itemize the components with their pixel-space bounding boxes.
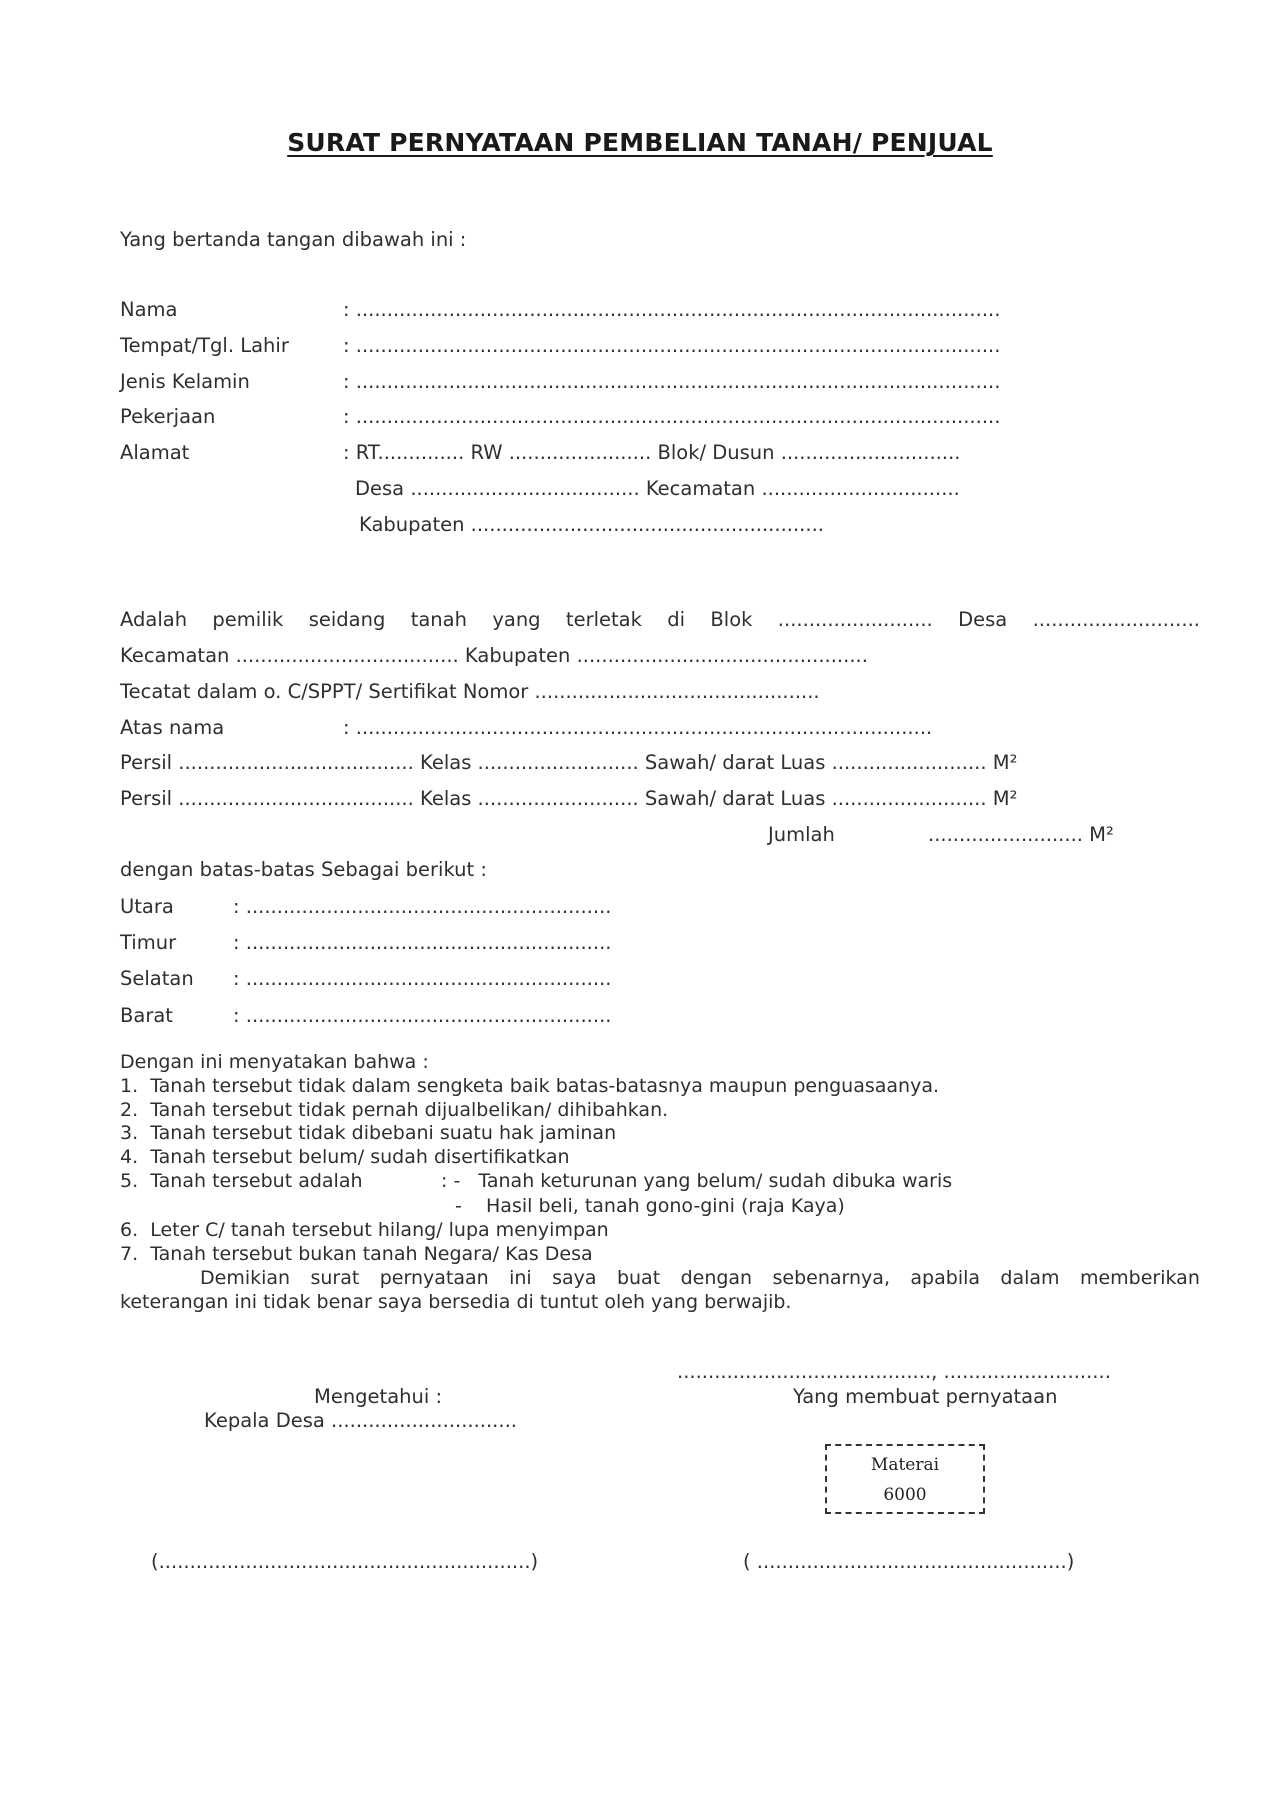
word: Blok bbox=[710, 608, 753, 631]
nama-label: Nama bbox=[120, 298, 178, 321]
selatan-label: Selatan bbox=[120, 967, 194, 990]
statement-item-6: 6. Leter C/ tanah tersebut hilang/ lupa menyimpan bbox=[120, 1219, 609, 1241]
closing-line-2: keterangan ini tidak benar saya bersedia di tuntut oleh yang berwajib. bbox=[120, 1291, 792, 1313]
kecamatan-kabupaten-line: Kecamatan .................................... Kabupaten ............................................... bbox=[120, 644, 868, 667]
statement-item-2: 2. Tanah tersebut tidak pernah dijualbelikan/ dihibahkan. bbox=[120, 1099, 669, 1121]
jumlah-field: ......................... M² bbox=[928, 823, 1114, 846]
statement-item-7: 7. Tanah tersebut bukan tanah Negara/ Kas Desa bbox=[120, 1243, 593, 1265]
utara-field: : ........................................................... bbox=[233, 895, 612, 918]
word: seidang bbox=[308, 608, 386, 631]
timur-label: Timur bbox=[120, 931, 177, 954]
word: dengan bbox=[680, 1267, 753, 1289]
word: Desa bbox=[958, 608, 1008, 631]
word: ......................... bbox=[777, 608, 933, 631]
atas-nama-field: : ............................................................................................. bbox=[343, 716, 933, 739]
statements-intro: Dengan ini menyatakan bahwa : bbox=[120, 1051, 429, 1073]
selatan-field: : ........................................................... bbox=[233, 967, 612, 990]
materai-value: 6000 bbox=[883, 1485, 927, 1505]
borders-intro: dengan batas-batas Sebagai berikut : bbox=[120, 858, 487, 881]
statement-item-3: 3. Tanah tersebut tidak dibebani suatu hak jaminan bbox=[120, 1122, 617, 1144]
alamat-label: Alamat bbox=[120, 441, 190, 464]
ttl-label: Tempat/Tgl. Lahir bbox=[120, 334, 289, 357]
word: Adalah bbox=[120, 608, 188, 631]
persil-line-1: Persil ...................................... Kelas .......................... Sawah/ darat Luas ......................... M² bbox=[120, 751, 1018, 774]
utara-label: Utara bbox=[120, 895, 174, 918]
word: buat bbox=[616, 1267, 661, 1289]
word: apabila bbox=[910, 1267, 981, 1289]
alamat-line-3: Kabupaten ......................................................... bbox=[359, 513, 824, 536]
statement-item-1: 1. Tanah tersebut tidak dalam sengketa baik batas-batasnya maupun penguasaanya. bbox=[120, 1075, 940, 1097]
jumlah-label: Jumlah bbox=[768, 823, 835, 846]
word: di bbox=[667, 608, 686, 631]
word: ........................... bbox=[1032, 608, 1200, 631]
barat-field: : ........................................................... bbox=[233, 1004, 612, 1027]
statement-item-4: 4. Tanah tersebut belum/ sudah disertifikatkan bbox=[120, 1146, 570, 1168]
pekerjaan-label: Pekerjaan bbox=[120, 405, 216, 428]
word: saya bbox=[552, 1267, 597, 1289]
word: memberikan bbox=[1079, 1267, 1200, 1289]
document-title: SURAT PERNYATAAN PEMBELIAN TANAH/ PENJUAL bbox=[287, 128, 993, 157]
materai-stamp bbox=[825, 1444, 985, 1514]
word: ini bbox=[509, 1267, 532, 1289]
persil-line-2: Persil ...................................... Kelas .......................... Sawah/ darat Luas ......................... M² bbox=[120, 787, 1018, 810]
word: yang bbox=[492, 608, 541, 631]
word: pemilik bbox=[212, 608, 284, 631]
pembuat-label: Yang membuat pernyataan bbox=[793, 1385, 1058, 1408]
word: Demikian bbox=[200, 1267, 291, 1289]
jenis-kelamin-label: Jenis Kelamin bbox=[120, 370, 250, 393]
word: sebenarnya, bbox=[772, 1267, 890, 1289]
statement-item-5-option-1: : - Tanah keturunan yang belum/ sudah dibuka waris bbox=[441, 1170, 953, 1192]
kepala-desa-field: Kepala Desa .............................. bbox=[204, 1409, 517, 1432]
timur-field: : ........................................................... bbox=[233, 931, 612, 954]
pekerjaan-field: : ........................................................................................................ bbox=[343, 405, 1001, 428]
ttl-field: : ........................................................................................................ bbox=[343, 334, 1001, 357]
word: pernyataan bbox=[379, 1267, 489, 1289]
place-date-field: ........................................., ........................... bbox=[677, 1360, 1111, 1383]
word: surat bbox=[310, 1267, 360, 1289]
closing-line-1 bbox=[200, 1266, 1200, 1290]
land-location-line bbox=[120, 608, 1200, 631]
signature-left: (............................................................) bbox=[151, 1550, 539, 1573]
jenis-kelamin-field: : ........................................................................................................ bbox=[343, 370, 1001, 393]
statement-item-5-option-2: - Hasil beli, tanah gono-gini (raja Kaya) bbox=[455, 1195, 845, 1217]
nama-field: : ........................................................................................................ bbox=[343, 298, 1001, 321]
materai-label: Materai bbox=[870, 1455, 940, 1475]
atas-nama-label: Atas nama bbox=[120, 716, 225, 739]
statement-item-5: 5. Tanah tersebut adalah bbox=[120, 1170, 363, 1192]
alamat-line-1: : RT.............. RW ....................... Blok/ Dusun ............................. bbox=[343, 441, 961, 464]
word: tanah bbox=[410, 608, 467, 631]
intro-text: Yang bertanda tangan dibawah ini : bbox=[120, 228, 467, 251]
barat-label: Barat bbox=[120, 1004, 173, 1027]
signature-right: ( ..................................................) bbox=[743, 1550, 1075, 1573]
mengetahui-label: Mengetahui : bbox=[314, 1385, 443, 1408]
word: dalam bbox=[1000, 1267, 1060, 1289]
alamat-line-2: Desa ..................................... Kecamatan ................................ bbox=[355, 477, 960, 500]
sertifikat-line: Tecatat dalam o. C/SPPT/ Sertifikat Nomor .............................................. bbox=[120, 680, 820, 703]
word: terletak bbox=[565, 608, 642, 631]
